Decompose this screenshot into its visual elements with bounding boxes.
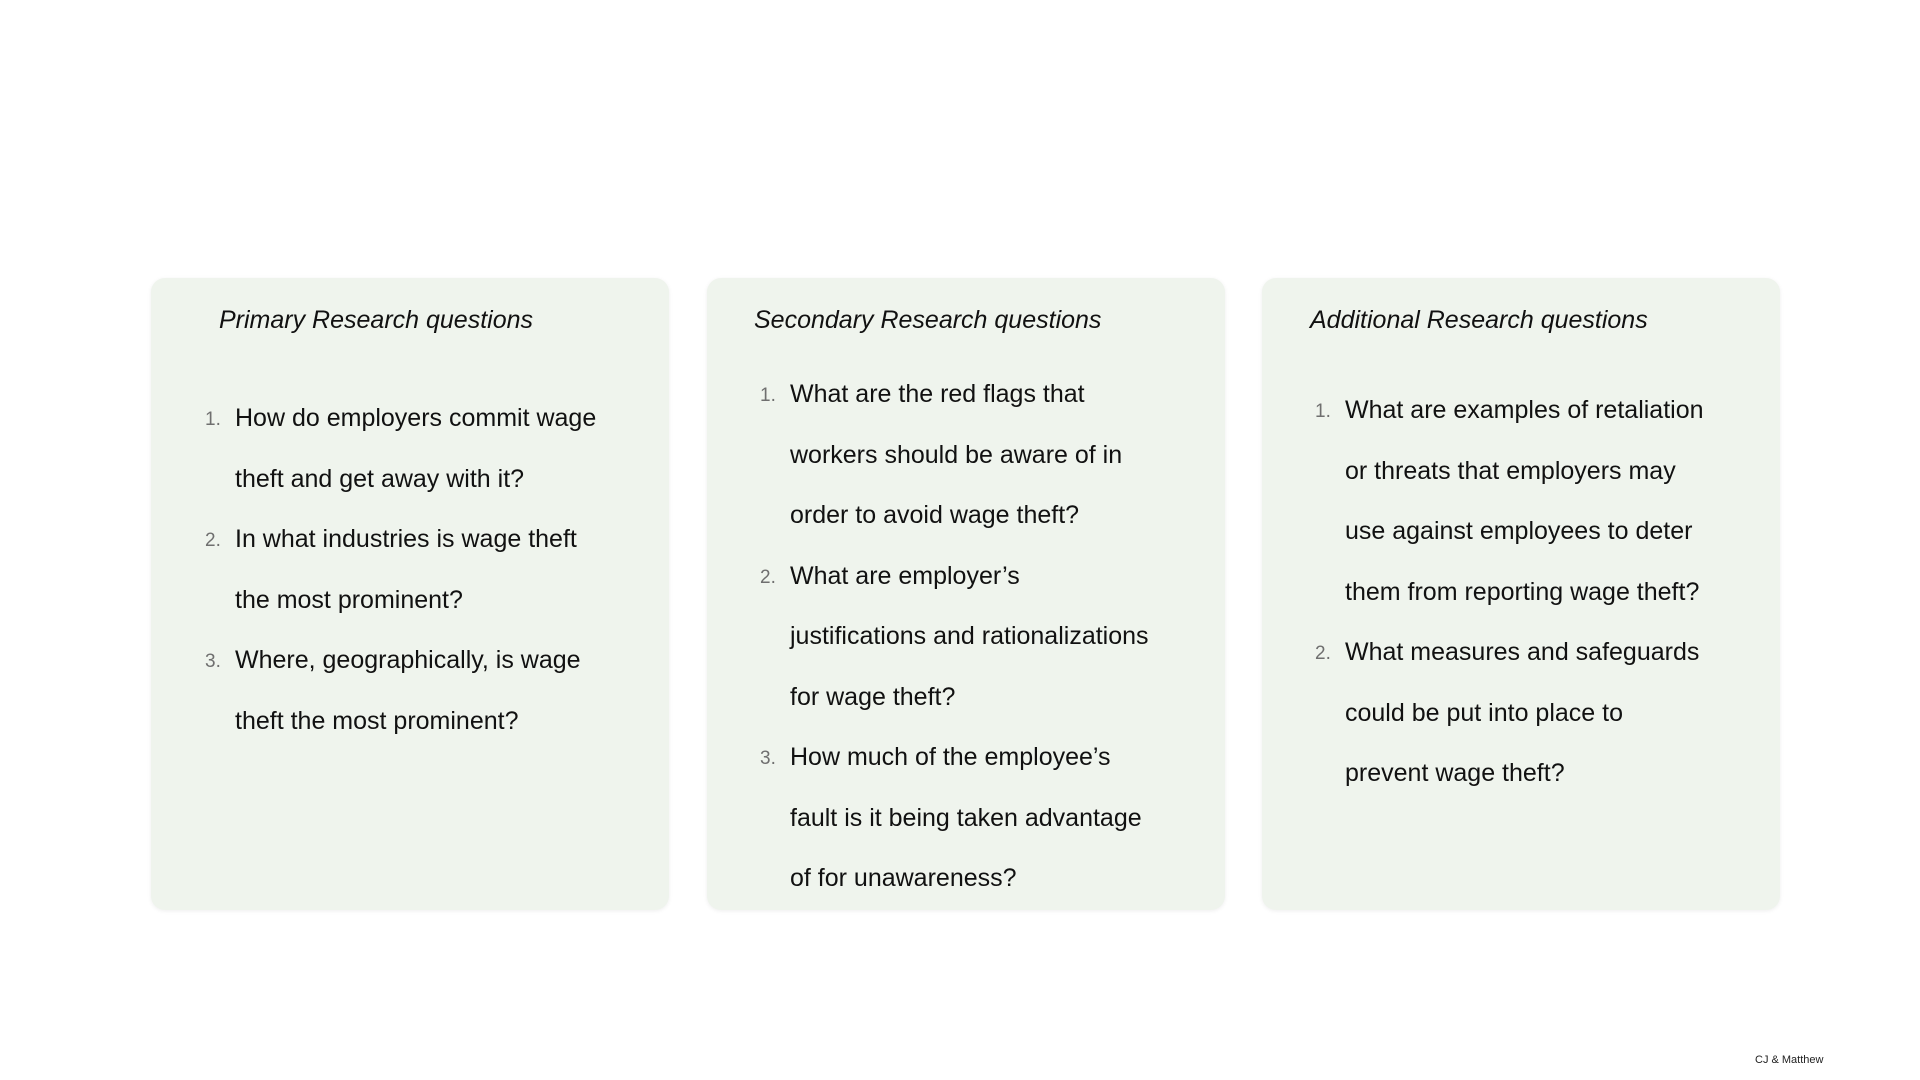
footer-credit: CJ & Matthew (1755, 1054, 1824, 1066)
question-list (205, 388, 635, 751)
question-text (235, 630, 635, 751)
card-title: Additional Research questions (1310, 306, 1648, 334)
question-line: or threats that employers may (1345, 456, 1676, 485)
question-item (205, 388, 635, 509)
question-text (1345, 380, 1755, 622)
question-number: 1. (1315, 401, 1331, 422)
question-item (205, 630, 635, 751)
question-item (1315, 380, 1755, 622)
question-line: What are the red flags that (790, 380, 1085, 408)
question-text (235, 509, 635, 630)
question-line: What measures and safeguards (1345, 638, 1700, 666)
question-line: them from reporting wage theft? (1345, 577, 1700, 606)
question-line: workers should be aware of in (790, 440, 1123, 469)
additional-questions-card (1262, 278, 1780, 910)
card-title: Secondary Research questions (754, 306, 1102, 334)
question-item (760, 546, 1200, 728)
question-number: 1. (760, 385, 776, 406)
question-line: could be put into place to (1345, 698, 1623, 727)
question-number: 1. (205, 409, 221, 430)
question-line: How do employers commit wage (235, 404, 597, 432)
question-number: 3. (205, 651, 221, 672)
question-line: order to avoid wage theft? (790, 501, 1080, 529)
question-line: use against employees to deter (1345, 517, 1693, 545)
question-line: the most prominent? (235, 585, 463, 614)
question-number: 2. (1315, 643, 1331, 664)
question-text (790, 546, 1200, 728)
question-item (760, 364, 1200, 546)
question-line: prevent wage theft? (1345, 759, 1565, 787)
secondary-questions-card (707, 278, 1225, 910)
question-text (790, 364, 1200, 546)
question-line: of for unawareness? (790, 864, 1017, 892)
question-line: What are examples of retaliation (1345, 396, 1704, 424)
card-title: Primary Research questions (219, 306, 534, 334)
question-line: In what industries is wage theft (235, 525, 577, 553)
question-number: 2. (760, 566, 776, 588)
question-list (760, 364, 1200, 909)
question-item (205, 509, 635, 630)
primary-questions-card (151, 278, 669, 910)
question-text (235, 388, 635, 509)
question-item (1315, 622, 1755, 804)
question-line: What are employer’s (790, 561, 1020, 590)
question-line: justifications and rationalizations (790, 622, 1149, 650)
question-line: for wage theft? (790, 682, 956, 711)
question-item (760, 727, 1200, 909)
question-line: theft and get away with it? (235, 464, 525, 493)
question-line: Where, geographically, is wage (235, 646, 581, 674)
question-list (1315, 380, 1755, 804)
question-line: fault is it being taken advantage (790, 803, 1142, 832)
question-line: How much of the employee’s (790, 743, 1111, 771)
question-text (790, 727, 1200, 909)
question-number: 2. (205, 530, 221, 551)
question-text (1345, 622, 1755, 804)
question-number: 3. (760, 748, 776, 769)
question-line: theft the most prominent? (235, 706, 519, 735)
